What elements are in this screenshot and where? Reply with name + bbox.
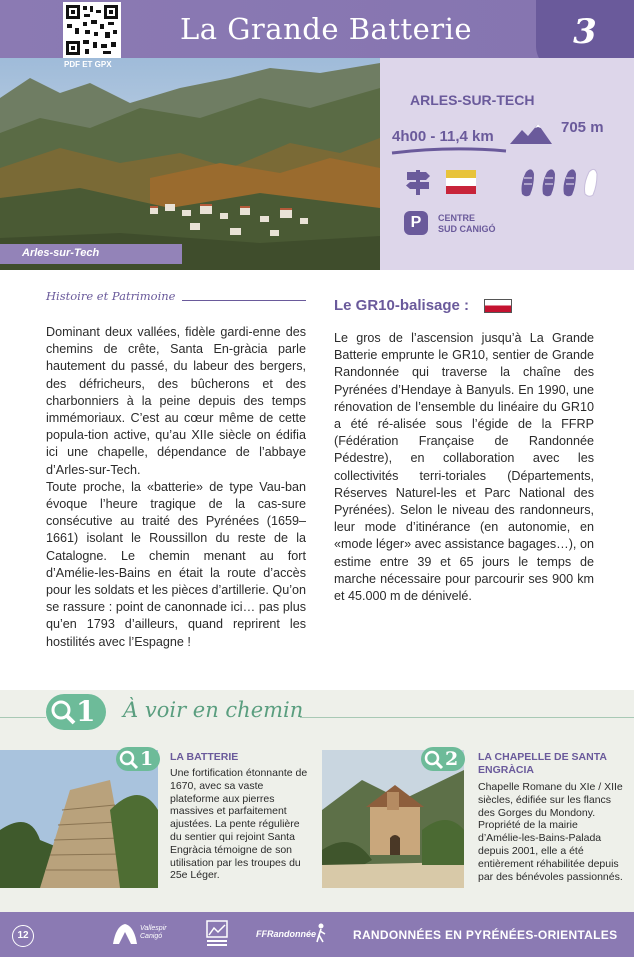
duration-distance: 4h00 - 11,4 km xyxy=(392,128,494,145)
history-divider xyxy=(182,300,306,301)
zone-line-2: SUD CANIGÓ xyxy=(438,224,496,234)
signpost-icon xyxy=(404,168,432,196)
voir-badge xyxy=(46,694,106,730)
card-2-badge xyxy=(421,747,465,771)
magnifier-icon xyxy=(424,750,444,770)
series-title: RANDONNÉES EN PYRÉNÉES-ORIENTALES xyxy=(353,928,618,942)
magnifier-icon xyxy=(119,750,139,770)
history-text xyxy=(46,324,306,651)
card-1-title: LA BATTERIE xyxy=(170,751,239,763)
start-city: ARLES-SUR-TECH xyxy=(410,92,535,108)
gr10-heading: Le GR10-balisage : xyxy=(334,297,470,314)
landscape-photo xyxy=(0,58,380,270)
gr10-text: Le gros de l’ascension jusqu’à La Grande Batterie emprunte le GR10, sentier de Grande Randonnée qui traverse la chaîne des Pyrénées d’Hendaye à Banyuls. En 1990, une rénovation de l’ensemble du linéaire du GR10 a été ré-alisée sous l’égide de la FFRP (Fédération Française de Randonnée Pédestre), en collaboration avec les collectivités terri-toriales (Départements, Réserves Naturel-les et Parc National des Pyrénées). Selon le niveau des randonneurs, leur mode d’itinérance (en autonomie, en «mode léger» avec assistance bagages…), on estime entre 39 et 65 jours le temps de marche nécessaire pour parcourir ses 900 km et 45.000 m de dénivelé. xyxy=(334,331,594,604)
history-heading: Histoire et Patrimoine xyxy=(46,289,176,303)
photo-caption xyxy=(0,244,182,264)
voir-title: À voir en chemin xyxy=(123,698,304,722)
difficulty-footprints-icon xyxy=(518,164,606,198)
parking-icon: P xyxy=(404,211,428,235)
card-2-number: 2 xyxy=(445,748,459,770)
ffrandonnee-logo: FFRandonnée xyxy=(256,929,316,939)
history-paragraph-2: Toute proche, la «batterie» de type Vau-ban évoque l’heure tragique de la cas-sure consécutive au traité des Pyrénées (1659–1661) isolant le Roussillon du reste de la Catalogne. Le chemin menant au fort d’Amélie-les-Bains en était la route d’accès pour les soldats et les pièces d’artillerie. Qu’on se rassure : point de canonnade ici… pas plus qu’en 1793 d’ailleurs, quand reprirent les hostilités avec l’Espagne ! xyxy=(46,479,306,649)
qr-label: PDF ET GPX xyxy=(64,60,112,69)
zone-line-1: CENTRE xyxy=(438,213,476,223)
voir-badge-number: 1 xyxy=(76,695,96,728)
page-number: 12 xyxy=(12,925,34,947)
voir-divider-right xyxy=(300,717,634,718)
card-2-title: LA CHAPELLE DE SANTA ENGRÀCIA xyxy=(478,751,607,776)
vallespir-logo-icon xyxy=(110,920,140,948)
elevation: 705 m xyxy=(561,119,604,136)
magnifier-icon xyxy=(50,699,76,725)
mountain-icon xyxy=(508,122,554,148)
card-1-badge xyxy=(116,747,160,771)
vallespir-logo-text: Vallespir Canigó xyxy=(140,925,167,940)
voir-divider-left xyxy=(0,717,46,718)
card-2-text: Chapelle Romane du XIe / XIIe siècles, édifiée sur les flancs des Gorges du Mondony. Propriété de la mairie d’Amélie-les-Bains-Palada depuis 2001, elle a été entièrement réhabilitée depuis par des bénévoles passionnés. xyxy=(478,781,623,883)
qr-code[interactable] xyxy=(63,2,121,58)
photo-caption-text: Arles-sur-Tech xyxy=(22,247,100,259)
gr10-balisage-marker xyxy=(484,299,512,313)
trail-swoosh-icon xyxy=(390,144,508,156)
partner-logo-icon xyxy=(205,919,229,947)
gr-marker-icon xyxy=(446,170,476,194)
page-title: La Grande Batterie xyxy=(180,12,473,46)
route-number: 3 xyxy=(573,12,597,52)
history-paragraph-1: Dominant deux vallées, fidèle gardi-enne des chemins de crête, Santa En-gràcia parle hautement du passé, du labeur des bergers, des défricheurs, des bûcherons et des charbonniers à la peine depuis des temps immémoriaux. C’est au cœur même de cette popula-tion active, qu’au XIIe siècle on édifia ici une chapelle, dépendance de l’abbaye d’Arles-sur-Tech. xyxy=(46,325,306,477)
card-1-number: 1 xyxy=(140,748,154,770)
zone-label xyxy=(438,213,496,235)
card-1-text: Une fortification étonnante de 1670, avec sa vaste plateforme aux pierres massives et parfaitement ajustées. La pente régulière du sentier qui rejoint Santa Engràcia témoigne de son utilisation par les troupes du 25e Léger. xyxy=(170,767,308,882)
hiker-icon xyxy=(314,923,328,943)
